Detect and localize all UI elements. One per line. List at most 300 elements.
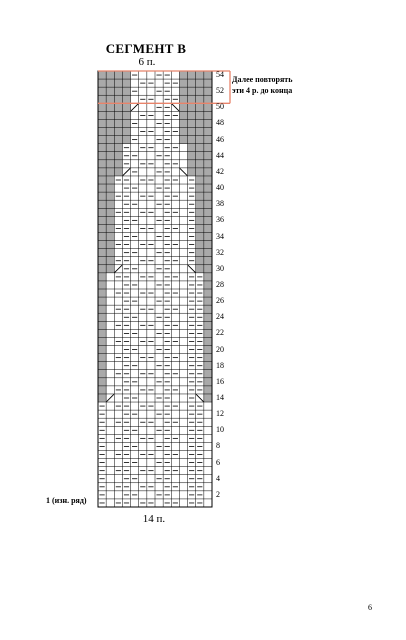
stitch-cell — [139, 346, 147, 354]
stitch-cell — [106, 337, 114, 345]
no-stitch-cell — [204, 144, 212, 152]
no-stitch-cell — [196, 257, 204, 265]
stitch-cell — [155, 192, 163, 200]
stitch-cell — [139, 459, 147, 467]
no-stitch-cell — [98, 136, 106, 144]
stitch-cell — [204, 410, 212, 418]
no-stitch-cell — [179, 111, 187, 119]
chart-title: СЕГМЕНТ В — [105, 41, 187, 56]
stitch-cell — [139, 232, 147, 240]
stitch-cell — [204, 475, 212, 483]
no-stitch-cell — [196, 119, 204, 127]
no-stitch-cell — [114, 152, 122, 160]
stitch-cell — [131, 79, 139, 87]
stitch-cell — [204, 459, 212, 467]
no-stitch-cell — [106, 136, 114, 144]
no-stitch-cell — [106, 128, 114, 136]
no-stitch-cell — [114, 168, 122, 176]
no-stitch-cell — [204, 354, 212, 362]
stitch-cell — [171, 491, 179, 499]
stitch-cell — [139, 362, 147, 370]
stitch-cell — [131, 208, 139, 216]
stitch-cell — [171, 410, 179, 418]
no-stitch-cell — [106, 176, 114, 184]
row-label: 40 — [216, 183, 224, 193]
stitch-cell — [155, 402, 163, 410]
stitch-cell — [114, 346, 122, 354]
stitch-cell — [155, 386, 163, 394]
row-label: 8 — [216, 441, 220, 451]
row-label: 2 — [216, 489, 220, 499]
stitch-cell — [147, 346, 155, 354]
no-stitch-cell — [196, 144, 204, 152]
stitch-cell — [131, 95, 139, 103]
stitch-cell — [114, 232, 122, 240]
stitch-cell — [114, 410, 122, 418]
no-stitch-cell — [122, 103, 130, 111]
stitch-cell — [114, 475, 122, 483]
no-stitch-cell — [179, 103, 187, 111]
no-stitch-cell — [204, 216, 212, 224]
stitch-cell — [179, 394, 187, 402]
no-stitch-cell — [98, 241, 106, 249]
stitch-cell — [147, 394, 155, 402]
stitch-cell — [155, 321, 163, 329]
stitch-cell — [139, 265, 147, 273]
stitch-cell — [179, 491, 187, 499]
no-stitch-cell — [204, 152, 212, 160]
no-stitch-cell — [204, 103, 212, 111]
stitch-cell — [171, 426, 179, 434]
stitch-cell — [139, 378, 147, 386]
stitch-cell — [106, 362, 114, 370]
no-stitch-cell — [106, 249, 114, 257]
first-row-label: 1 (изн. ряд) — [46, 496, 87, 505]
stitch-cell — [155, 337, 163, 345]
stitch-cell — [106, 289, 114, 297]
no-stitch-cell — [204, 168, 212, 176]
no-stitch-cell — [106, 192, 114, 200]
stitch-cell — [131, 192, 139, 200]
no-stitch-cell — [204, 378, 212, 386]
no-stitch-cell — [98, 305, 106, 313]
stitch-cell — [179, 152, 187, 160]
no-stitch-cell — [98, 281, 106, 289]
stitch-cell — [147, 378, 155, 386]
no-stitch-cell — [188, 95, 196, 103]
stitch-cell — [147, 200, 155, 208]
stitch-cell — [139, 313, 147, 321]
stitch-cell — [106, 273, 114, 281]
row-label: 18 — [216, 360, 224, 370]
no-stitch-cell — [196, 111, 204, 119]
no-stitch-cell — [106, 103, 114, 111]
stitch-cell — [114, 313, 122, 321]
stitch-cell — [171, 475, 179, 483]
row-label: 44 — [216, 150, 224, 160]
stitch-cell — [179, 184, 187, 192]
no-stitch-cell — [204, 160, 212, 168]
stitch-cell — [139, 249, 147, 257]
no-stitch-cell — [204, 305, 212, 313]
no-stitch-cell — [204, 273, 212, 281]
stitch-cell — [106, 459, 114, 467]
stitch-cell — [131, 467, 139, 475]
no-stitch-cell — [98, 354, 106, 362]
no-stitch-cell — [106, 144, 114, 152]
stitch-cell — [131, 273, 139, 281]
no-stitch-cell — [98, 265, 106, 273]
stitch-cell — [106, 499, 114, 507]
stitch-cell — [114, 216, 122, 224]
no-stitch-cell — [106, 257, 114, 265]
stitch-cell — [114, 249, 122, 257]
stitch-cell — [179, 426, 187, 434]
stitch-cell — [139, 426, 147, 434]
no-stitch-cell — [196, 95, 204, 103]
stitch-cell — [131, 418, 139, 426]
no-stitch-cell — [106, 232, 114, 240]
no-stitch-cell — [114, 160, 122, 168]
no-stitch-cell — [122, 79, 130, 87]
no-stitch-cell — [114, 79, 122, 87]
no-stitch-cell — [196, 103, 204, 111]
stitch-cell — [179, 362, 187, 370]
stitch-cell — [139, 184, 147, 192]
no-stitch-cell — [114, 119, 122, 127]
row-label: 54 — [216, 70, 224, 80]
row-label: 22 — [216, 328, 224, 338]
no-stitch-cell — [196, 160, 204, 168]
stitch-cell — [147, 119, 155, 127]
no-stitch-cell — [122, 95, 130, 103]
stitch-cell — [139, 410, 147, 418]
stitch-cell — [179, 450, 187, 458]
stitch-cell — [147, 329, 155, 337]
no-stitch-cell — [179, 128, 187, 136]
stitch-cell — [147, 184, 155, 192]
stitch-cell — [147, 87, 155, 95]
no-stitch-cell — [98, 249, 106, 257]
stitch-cell — [171, 168, 179, 176]
stitch-cell — [171, 71, 179, 79]
stitch-cell — [106, 370, 114, 378]
no-stitch-cell — [204, 257, 212, 265]
stitch-cell — [131, 321, 139, 329]
stitch-cell — [171, 152, 179, 160]
stitch-cell — [114, 442, 122, 450]
stitch-cell — [179, 232, 187, 240]
stitch-cell — [179, 200, 187, 208]
no-stitch-cell — [122, 119, 130, 127]
stitch-cell — [139, 103, 147, 111]
no-stitch-cell — [98, 224, 106, 232]
row-label: 26 — [216, 296, 224, 306]
stitch-cell — [114, 491, 122, 499]
stitch-cell — [155, 257, 163, 265]
no-stitch-cell — [204, 184, 212, 192]
stitch-cell — [179, 418, 187, 426]
stitch-cell — [179, 378, 187, 386]
row-label: 10 — [216, 425, 224, 435]
stitch-cell — [131, 224, 139, 232]
no-stitch-cell — [114, 71, 122, 79]
stitch-cell — [171, 313, 179, 321]
no-stitch-cell — [98, 160, 106, 168]
stitch-cell — [155, 305, 163, 313]
no-stitch-cell — [98, 329, 106, 337]
stitch-cell — [106, 434, 114, 442]
stitch-cell — [147, 281, 155, 289]
stitch-cell — [204, 402, 212, 410]
no-stitch-cell — [196, 192, 204, 200]
stitch-cell — [171, 378, 179, 386]
no-stitch-cell — [188, 79, 196, 87]
stitch-cell — [131, 370, 139, 378]
no-stitch-cell — [114, 128, 122, 136]
stitch-cell — [155, 95, 163, 103]
stitch-cell — [171, 87, 179, 95]
stitch-cell — [171, 346, 179, 354]
stitch-cell — [171, 281, 179, 289]
stitch-cell — [155, 418, 163, 426]
stitch-cell — [114, 297, 122, 305]
no-stitch-cell — [179, 71, 187, 79]
stitch-cell — [147, 313, 155, 321]
stitch-cell — [179, 265, 187, 273]
stitch-cell — [114, 378, 122, 386]
stitch-cell — [106, 346, 114, 354]
no-stitch-cell — [114, 111, 122, 119]
stitch-cell — [147, 426, 155, 434]
no-stitch-cell — [204, 281, 212, 289]
no-stitch-cell — [188, 144, 196, 152]
stitch-cell — [139, 329, 147, 337]
no-stitch-cell — [204, 128, 212, 136]
no-stitch-cell — [98, 313, 106, 321]
row-label: 4 — [216, 473, 220, 483]
row-label: 24 — [216, 312, 224, 322]
stitch-cell — [147, 362, 155, 370]
no-stitch-cell — [98, 362, 106, 370]
no-stitch-cell — [204, 79, 212, 87]
row-label: 34 — [216, 231, 224, 241]
stitch-cell — [114, 362, 122, 370]
no-stitch-cell — [196, 71, 204, 79]
stitch-cell — [114, 329, 122, 337]
stitch-cell — [179, 313, 187, 321]
stitch-cell — [155, 241, 163, 249]
no-stitch-cell — [204, 386, 212, 394]
no-stitch-cell — [98, 337, 106, 345]
stitch-cell — [155, 160, 163, 168]
no-stitch-cell — [98, 103, 106, 111]
stitch-cell — [147, 475, 155, 483]
stitch-cell — [179, 354, 187, 362]
stitch-cell — [131, 289, 139, 297]
stitch-cell — [204, 426, 212, 434]
no-stitch-cell — [204, 241, 212, 249]
stitch-cell — [131, 354, 139, 362]
no-stitch-cell — [196, 241, 204, 249]
no-stitch-cell — [204, 224, 212, 232]
no-stitch-cell — [98, 257, 106, 265]
stitch-cell — [179, 192, 187, 200]
stitch-cell — [139, 442, 147, 450]
page-number: 6 — [368, 603, 372, 612]
stitch-cell — [171, 136, 179, 144]
repeat-note-line-2: эти 4 р. до конца — [232, 86, 293, 95]
stitch-cell — [179, 499, 187, 507]
stitch-cell — [204, 418, 212, 426]
stitch-cell — [179, 410, 187, 418]
no-stitch-cell — [98, 128, 106, 136]
stitch-cell — [131, 386, 139, 394]
no-stitch-cell — [188, 103, 196, 111]
no-stitch-cell — [98, 71, 106, 79]
stitch-cell — [131, 305, 139, 313]
stitch-cell — [179, 305, 187, 313]
stitch-cell — [204, 442, 212, 450]
stitch-cell — [155, 483, 163, 491]
stitch-cell — [155, 289, 163, 297]
stitch-cell — [171, 119, 179, 127]
no-stitch-cell — [204, 321, 212, 329]
stitch-cell — [114, 426, 122, 434]
row-label: 42 — [216, 166, 224, 176]
stitch-cell — [171, 216, 179, 224]
stitch-cell — [204, 450, 212, 458]
no-stitch-cell — [98, 394, 106, 402]
stitch-cell — [114, 184, 122, 192]
stitch-cell — [179, 249, 187, 257]
no-stitch-cell — [98, 79, 106, 87]
stitch-cell — [106, 410, 114, 418]
stitch-cell — [171, 459, 179, 467]
stitch-cell — [139, 136, 147, 144]
stitch-cell — [106, 418, 114, 426]
stitch-cell — [179, 329, 187, 337]
no-stitch-cell — [188, 111, 196, 119]
no-stitch-cell — [196, 216, 204, 224]
no-stitch-cell — [106, 200, 114, 208]
no-stitch-cell — [106, 216, 114, 224]
no-stitch-cell — [98, 321, 106, 329]
no-stitch-cell — [98, 176, 106, 184]
no-stitch-cell — [106, 265, 114, 273]
stitch-cell — [204, 491, 212, 499]
no-stitch-cell — [196, 200, 204, 208]
row-label: 14 — [216, 393, 224, 402]
stitch-cell — [106, 297, 114, 305]
no-stitch-cell — [188, 71, 196, 79]
stitch-cell — [179, 281, 187, 289]
stitch-cell — [131, 450, 139, 458]
stitch-cell — [179, 273, 187, 281]
stitch-cell — [179, 208, 187, 216]
stitch-cell — [179, 483, 187, 491]
no-stitch-cell — [98, 216, 106, 224]
no-stitch-cell — [196, 208, 204, 216]
stitch-cell — [139, 200, 147, 208]
no-stitch-cell — [196, 87, 204, 95]
no-stitch-cell — [106, 224, 114, 232]
stitch-cell — [204, 434, 212, 442]
row-label: 38 — [216, 199, 224, 209]
stitch-cell — [147, 410, 155, 418]
no-stitch-cell — [98, 119, 106, 127]
no-stitch-cell — [106, 160, 114, 168]
no-stitch-cell — [196, 128, 204, 136]
stitch-cell — [171, 442, 179, 450]
stitch-cell — [131, 160, 139, 168]
row-label: 28 — [216, 279, 224, 289]
no-stitch-cell — [122, 111, 130, 119]
stitch-cell — [147, 249, 155, 257]
stitch-cell — [179, 467, 187, 475]
no-stitch-cell — [98, 208, 106, 216]
stitch-cell — [106, 305, 114, 313]
stitch-cell — [131, 176, 139, 184]
stitch-cell — [106, 321, 114, 329]
no-stitch-cell — [204, 329, 212, 337]
no-stitch-cell — [106, 111, 114, 119]
no-stitch-cell — [204, 337, 212, 345]
stitch-cell — [179, 346, 187, 354]
no-stitch-cell — [204, 370, 212, 378]
no-stitch-cell — [98, 232, 106, 240]
stitch-cell — [147, 103, 155, 111]
stitch-cell — [147, 71, 155, 79]
no-stitch-cell — [98, 111, 106, 119]
stitch-cell — [114, 281, 122, 289]
stitch-cell — [179, 257, 187, 265]
stitch-cell — [139, 119, 147, 127]
stitch-cell — [131, 111, 139, 119]
stitch-cell — [171, 297, 179, 305]
no-stitch-cell — [98, 152, 106, 160]
stitch-cell — [131, 499, 139, 507]
stitch-cell — [171, 329, 179, 337]
no-stitch-cell — [98, 87, 106, 95]
no-stitch-cell — [106, 168, 114, 176]
no-stitch-cell — [196, 176, 204, 184]
stitch-cell — [179, 241, 187, 249]
no-stitch-cell — [179, 136, 187, 144]
no-stitch-cell — [98, 273, 106, 281]
no-stitch-cell — [188, 152, 196, 160]
stitch-cell — [106, 281, 114, 289]
no-stitch-cell — [106, 95, 114, 103]
stitch-cell — [106, 426, 114, 434]
stitch-cell — [204, 483, 212, 491]
stitch-cell — [179, 321, 187, 329]
stitch-cell — [131, 483, 139, 491]
stitch-cell — [179, 144, 187, 152]
no-stitch-cell — [204, 87, 212, 95]
no-stitch-cell — [179, 79, 187, 87]
no-stitch-cell — [196, 168, 204, 176]
stitch-cell — [114, 459, 122, 467]
stitch-cell — [147, 265, 155, 273]
no-stitch-cell — [114, 103, 122, 111]
row-label: 50 — [216, 102, 224, 112]
stitch-cell — [155, 434, 163, 442]
no-stitch-cell — [204, 95, 212, 103]
no-stitch-cell — [98, 370, 106, 378]
no-stitch-cell — [106, 119, 114, 127]
stitch-cell — [106, 329, 114, 337]
